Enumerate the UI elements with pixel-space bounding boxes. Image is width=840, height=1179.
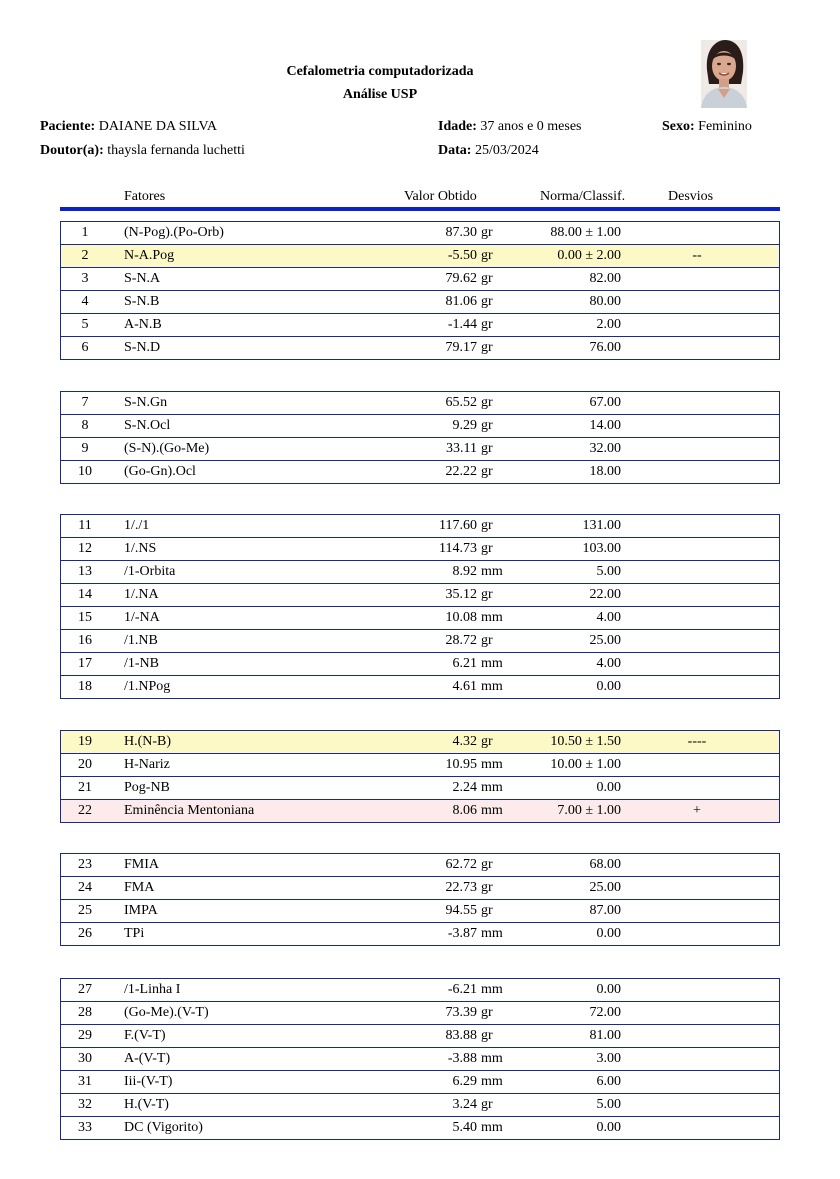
doctor-info <box>40 143 245 159</box>
table-row <box>61 777 779 800</box>
table-row <box>61 415 779 438</box>
norm-value: 25.00 <box>589 633 621 648</box>
norm-value: 67.00 <box>589 395 621 410</box>
factor-name: 1/.NA <box>124 587 159 602</box>
factor-name: 1/./1 <box>124 518 150 533</box>
factor-name: A-N.B <box>124 317 162 332</box>
table-row <box>61 1025 779 1048</box>
factor-name: (S-N).(Go-Me) <box>124 441 210 456</box>
date-value: 25/03/2024 <box>474 143 539 158</box>
table-row <box>61 392 779 415</box>
value-unit: gr <box>481 857 493 872</box>
norm-value: 0.00 <box>596 982 621 997</box>
obtained-value: -3.87 <box>447 926 477 941</box>
table-row <box>61 337 779 360</box>
obtained-value: 4.61 <box>452 679 477 694</box>
table-row <box>61 1071 779 1094</box>
value-unit: gr <box>481 633 493 648</box>
norm-value: 0.00 <box>596 926 621 941</box>
row-number: 12 <box>78 541 92 556</box>
row-number: 22 <box>78 803 92 818</box>
norm-value: 3.00 <box>596 1051 621 1066</box>
norm-value: 76.00 <box>589 340 621 355</box>
obtained-value: 8.92 <box>452 564 477 579</box>
row-number: 5 <box>81 317 89 332</box>
norm-value: 32.00 <box>589 441 621 456</box>
obtained-value: 8.06 <box>452 803 477 818</box>
report-title: Cefalometria computadorizada <box>286 64 474 79</box>
obtained-value: 81.06 <box>445 294 477 309</box>
row-number: 33 <box>78 1120 92 1135</box>
row-number: 10 <box>78 464 92 479</box>
table-row <box>61 1094 779 1117</box>
column-header-value: Valor Obtido <box>404 189 477 204</box>
table-row <box>61 979 779 1002</box>
obtained-value: 87.30 <box>445 225 477 240</box>
value-unit: mm <box>481 982 503 997</box>
factor-name: /1-Orbita <box>124 564 176 579</box>
obtained-value: 22.73 <box>445 880 477 895</box>
row-number: 20 <box>78 757 92 772</box>
table-row <box>61 461 779 484</box>
obtained-value: 79.17 <box>445 340 477 355</box>
row-number: 18 <box>78 679 92 694</box>
obtained-value: 33.11 <box>446 441 477 456</box>
table-row <box>61 538 779 561</box>
factor-name: S-N.B <box>124 294 160 309</box>
value-unit: gr <box>481 271 493 286</box>
row-number: 3 <box>81 271 89 286</box>
row-number: 6 <box>81 340 89 355</box>
norm-value: 6.00 <box>596 1074 621 1089</box>
row-number: 16 <box>78 633 92 648</box>
value-unit: gr <box>481 734 493 749</box>
table-row <box>61 676 779 699</box>
obtained-value: 73.39 <box>445 1005 477 1020</box>
obtained-value: 10.95 <box>445 757 477 772</box>
norm-value: 72.00 <box>589 1005 621 1020</box>
row-number: 25 <box>78 903 92 918</box>
value-unit: gr <box>481 248 493 263</box>
factor-name: (Go-Gn).Ocl <box>124 464 196 479</box>
factor-name: S-N.Gn <box>124 395 168 410</box>
table-row <box>61 754 779 777</box>
report-subtitle: Análise USP <box>342 87 418 102</box>
patient-label: Paciente: <box>40 119 96 134</box>
value-unit: gr <box>481 418 493 433</box>
table-row <box>61 900 779 923</box>
norm-value: 4.00 <box>596 656 621 671</box>
factor-name: S-N.Ocl <box>124 418 171 433</box>
table-row <box>61 800 779 823</box>
factor-name: /1.NPog <box>124 679 171 694</box>
value-unit: mm <box>481 780 503 795</box>
value-unit: gr <box>481 518 493 533</box>
factor-name: (N-Pog).(Po-Orb) <box>124 225 224 240</box>
obtained-value: 3.24 <box>452 1097 477 1112</box>
column-header-deviation: Desvios <box>668 189 714 204</box>
factor-name: H.(N-B) <box>124 734 172 749</box>
obtained-value: 5.40 <box>452 1120 477 1135</box>
obtained-value: 2.24 <box>452 780 477 795</box>
obtained-value: 22.22 <box>445 464 477 479</box>
factor-name: /1-NB <box>124 656 159 671</box>
norm-value: 22.00 <box>589 587 621 602</box>
norm-value: 5.00 <box>596 1097 621 1112</box>
deviation-mark: -- <box>692 248 702 263</box>
table-row <box>61 245 779 268</box>
row-number: 1 <box>81 225 89 240</box>
table-row <box>61 630 779 653</box>
factor-name: FMA <box>124 880 155 895</box>
factor-name: IMPA <box>124 903 158 918</box>
column-header-factors: Fatores <box>124 189 166 204</box>
value-unit: mm <box>481 1051 503 1066</box>
table-group <box>60 514 780 699</box>
column-header-norm: Norma/Classif. <box>540 189 626 204</box>
obtained-value: 83.88 <box>445 1028 477 1043</box>
norm-value: 2.00 <box>596 317 621 332</box>
table-row <box>61 607 779 630</box>
sex-info <box>662 119 752 135</box>
row-number: 26 <box>78 926 92 941</box>
factor-name: F.(V-T) <box>124 1028 166 1043</box>
obtained-value: -6.21 <box>447 982 477 997</box>
value-unit: gr <box>481 1028 493 1043</box>
obtained-value: 65.52 <box>445 395 477 410</box>
factor-name: N-A.Pog <box>124 248 175 263</box>
obtained-value: 35.12 <box>445 587 477 602</box>
norm-value: 7.00 ± 1.00 <box>557 803 621 818</box>
table-row <box>61 314 779 337</box>
norm-value: 81.00 <box>589 1028 621 1043</box>
value-unit: gr <box>481 395 493 410</box>
row-number: 31 <box>78 1074 92 1089</box>
row-number: 13 <box>78 564 92 579</box>
row-number: 15 <box>78 610 92 625</box>
table-row <box>61 1117 779 1140</box>
value-unit: mm <box>481 757 503 772</box>
value-unit: gr <box>481 225 493 240</box>
deviation-mark: ---- <box>687 734 707 749</box>
factor-name: 1/.NS <box>124 541 157 556</box>
date-info <box>438 143 539 159</box>
norm-value: 5.00 <box>596 564 621 579</box>
obtained-value: 6.21 <box>452 656 477 671</box>
value-unit: gr <box>481 587 493 602</box>
value-unit: gr <box>481 541 493 556</box>
row-number: 2 <box>81 248 89 263</box>
obtained-value: 28.72 <box>445 633 477 648</box>
obtained-value: 114.73 <box>439 541 477 556</box>
patient-name: DAIANE DA SILVA <box>98 119 217 134</box>
factor-name: FMIA <box>124 857 160 872</box>
value-unit: gr <box>481 340 493 355</box>
row-number: 28 <box>78 1005 92 1020</box>
factor-name: Eminência Mentoniana <box>124 803 255 818</box>
factor-name: H-Nariz <box>124 757 170 772</box>
factor-name: S-N.A <box>124 271 161 286</box>
factor-name: S-N.D <box>124 340 161 355</box>
norm-value: 103.00 <box>582 541 621 556</box>
value-unit: mm <box>481 679 503 694</box>
norm-value: 82.00 <box>589 271 621 286</box>
factor-name: (Go-Me).(V-T) <box>124 1005 209 1020</box>
table-row <box>61 854 779 877</box>
norm-value: 10.00 ± 1.00 <box>550 757 621 772</box>
obtained-value: -5.50 <box>447 248 477 263</box>
norm-value: 4.00 <box>596 610 621 625</box>
age-label: Idade: <box>438 119 477 134</box>
factor-name: Pog-NB <box>124 780 170 795</box>
value-unit: gr <box>481 903 493 918</box>
row-number: 14 <box>78 587 92 602</box>
row-number: 30 <box>78 1051 92 1066</box>
table-row <box>61 1048 779 1071</box>
row-number: 17 <box>78 656 92 671</box>
value-unit: gr <box>481 880 493 895</box>
obtained-value: 94.55 <box>445 903 477 918</box>
norm-value: 88.00 ± 1.00 <box>550 225 621 240</box>
row-number: 11 <box>78 518 92 533</box>
value-unit: mm <box>481 803 503 818</box>
factor-name: Iii-(V-T) <box>124 1074 173 1089</box>
doctor-label: Doutor(a): <box>40 143 104 158</box>
table-group <box>60 853 780 946</box>
obtained-value: 9.29 <box>452 418 477 433</box>
table-row <box>61 222 779 245</box>
obtained-value: -1.44 <box>447 317 477 332</box>
norm-value: 0.00 ± 2.00 <box>557 248 621 263</box>
row-number: 24 <box>78 880 92 895</box>
factor-name: DC (Vigorito) <box>124 1120 203 1135</box>
norm-value: 10.50 ± 1.50 <box>550 734 621 749</box>
norm-value: 25.00 <box>589 880 621 895</box>
factor-name: /1-Linha I <box>124 982 181 997</box>
factor-name: A-(V-T) <box>124 1051 171 1066</box>
value-unit: mm <box>481 610 503 625</box>
table-row <box>61 268 779 291</box>
norm-value: 80.00 <box>589 294 621 309</box>
deviation-mark: + <box>693 803 701 818</box>
table-row <box>61 1002 779 1025</box>
obtained-value: 10.08 <box>445 610 477 625</box>
obtained-value: 6.29 <box>452 1074 477 1089</box>
norm-value: 0.00 <box>596 1120 621 1135</box>
value-unit: mm <box>481 564 503 579</box>
header-rule <box>60 207 780 211</box>
table-group <box>60 978 780 1140</box>
norm-value: 0.00 <box>596 679 621 694</box>
sex-value: Feminino <box>698 119 752 134</box>
row-number: 19 <box>78 734 92 749</box>
date-label: Data: <box>438 143 472 158</box>
value-unit: mm <box>481 1120 503 1135</box>
sex-label: Sexo: <box>662 119 695 134</box>
row-number: 4 <box>81 294 89 309</box>
norm-value: 14.00 <box>589 418 621 433</box>
value-unit: gr <box>481 464 493 479</box>
value-unit: mm <box>481 656 503 671</box>
table-row <box>61 877 779 900</box>
value-unit: mm <box>481 1074 503 1089</box>
row-number: 7 <box>81 395 89 410</box>
table-row <box>61 291 779 314</box>
obtained-value: 62.72 <box>445 857 477 872</box>
row-number: 27 <box>78 982 92 997</box>
row-number: 9 <box>81 441 89 456</box>
patient-photo <box>701 40 747 108</box>
row-number: 29 <box>78 1028 92 1043</box>
age-value: 37 anos e 0 meses <box>480 119 582 134</box>
table-row <box>61 515 779 538</box>
factor-name: /1.NB <box>124 633 158 648</box>
row-number: 21 <box>78 780 92 795</box>
obtained-value: -3.88 <box>447 1051 477 1066</box>
table-group <box>60 221 780 360</box>
table-row <box>61 438 779 461</box>
factor-name: TPi <box>124 926 145 941</box>
value-unit: gr <box>481 1005 493 1020</box>
value-unit: gr <box>481 1097 493 1112</box>
value-unit: gr <box>481 441 493 456</box>
value-unit: gr <box>481 294 493 309</box>
factor-name: H.(V-T) <box>124 1097 169 1112</box>
norm-value: 131.00 <box>582 518 621 533</box>
table-row <box>61 731 779 754</box>
obtained-value: 79.62 <box>445 271 477 286</box>
table-row <box>61 653 779 676</box>
obtained-value: 117.60 <box>439 518 477 533</box>
norm-value: 18.00 <box>589 464 621 479</box>
doctor-name: thaysla fernanda luchetti <box>107 143 245 158</box>
norm-value: 68.00 <box>589 857 621 872</box>
age-info <box>438 119 582 135</box>
row-number: 32 <box>78 1097 92 1112</box>
row-number: 8 <box>81 418 89 433</box>
norm-value: 87.00 <box>589 903 621 918</box>
table-row <box>61 561 779 584</box>
patient-info <box>40 119 217 135</box>
table-row <box>61 584 779 607</box>
table-group <box>60 391 780 484</box>
value-unit: gr <box>481 317 493 332</box>
table-group <box>60 730 780 823</box>
obtained-value: 4.32 <box>452 734 477 749</box>
row-number: 23 <box>78 857 92 872</box>
norm-value: 0.00 <box>596 780 621 795</box>
factor-name: 1/-NA <box>124 610 160 625</box>
value-unit: mm <box>481 926 503 941</box>
table-row <box>61 923 779 946</box>
patient-photo-image <box>701 40 747 108</box>
